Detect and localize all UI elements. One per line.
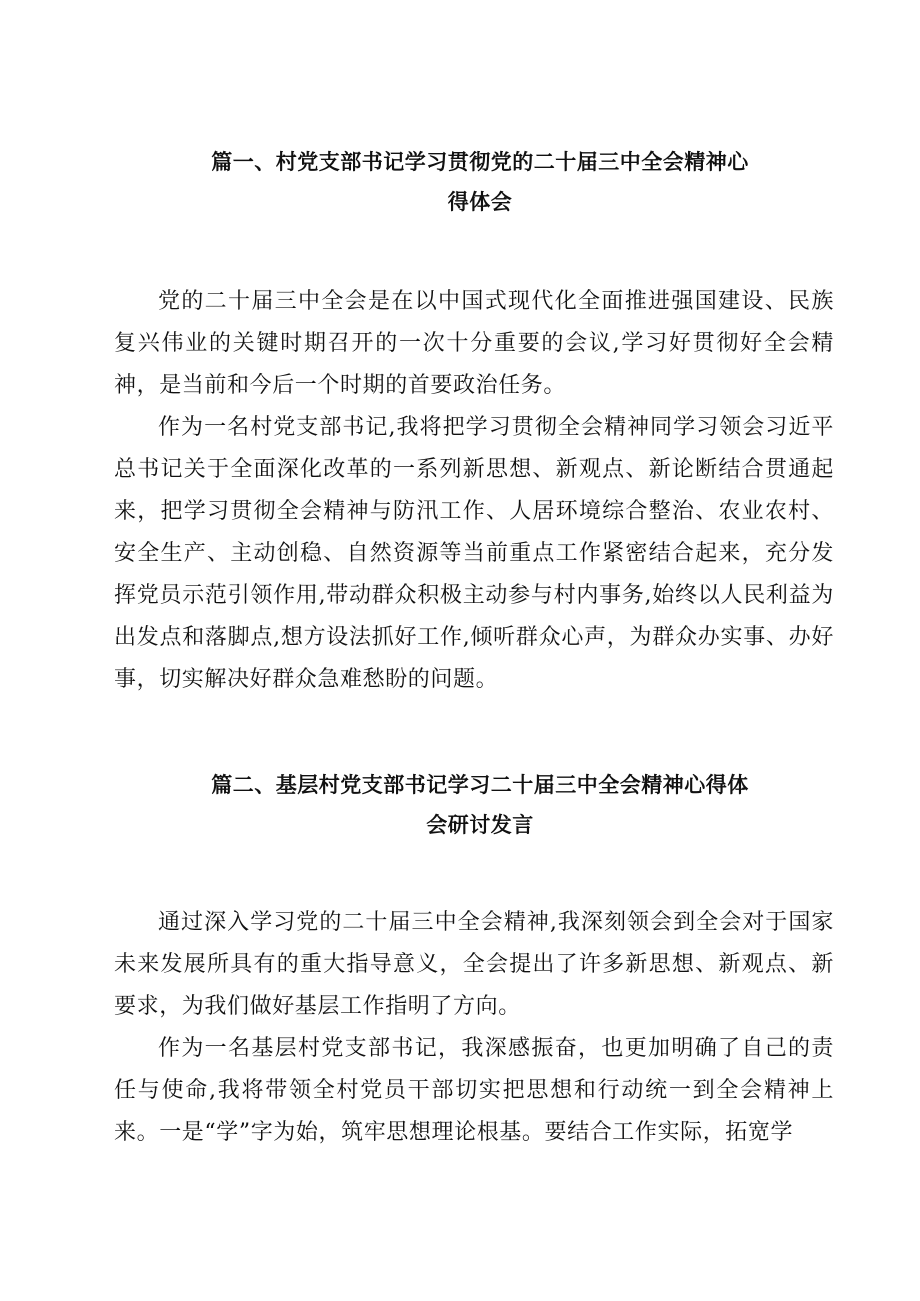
section-2-heading-line-2: 会研讨发言 <box>426 812 534 837</box>
section-2-paragraph-1: 通过深入学习党的二十届三中全会精神,我深刻领会到全会对于国家未来发展所具有的重大指导意义，全会提出了许多新思想、新观点、新要求，为我们做好基层工作指明了方向。 <box>114 910 834 1019</box>
section-2-heading-line-1: 篇二、基层村党支部书记学习二十届三中全会精神心得体 <box>211 772 749 797</box>
section-1-heading <box>110 142 850 222</box>
section-1-paragraph-1: 党的二十届三中全会是在以中国式现代化全面推进强国建设、民族复兴伟业的关键时期召开的一次十分重要的会议,学习好贯彻好全会精神，是当前和今后一个时期的首要政治任务。 <box>114 289 834 398</box>
section-1-heading-line-1: 篇一、村党支部书记学习贯彻党的二十届三中全会精神心 <box>211 149 749 174</box>
section-1-paragraph-2: 作为一名村党支部书记,我将把学习贯彻全会精神同学习领会习近平总书记关于全面深化改革的一系列新思想、新观点、新论断结合贯通起来，把学习贯彻全会精神与防汛工作、人居环境综合整治、农业农村、安全生产、主动创稳、自然资源等当前重点工作紧密结合起来，充分发挥党员示范引领作用,带动群众积极主动参与村内事务,始终以人民利益为出发点和落脚点,想方设法抓好工作,倾听群众心声，为群众办实事、办好事，切实解决好群众急难愁盼的问题。 <box>114 415 834 692</box>
section-1-heading-line-2: 得体会 <box>447 189 513 214</box>
section-2-heading <box>110 765 850 845</box>
section-2-paragraph-2: 作为一名基层村党支部书记，我深感振奋，也更加明确了自己的责任与使命,我将带领全村党员干部切实把思想和行动统一到全会精神上来。一是“学”字为始，筑牢思想理论根基。要结合工作实际，拓宽学 <box>114 1036 834 1145</box>
